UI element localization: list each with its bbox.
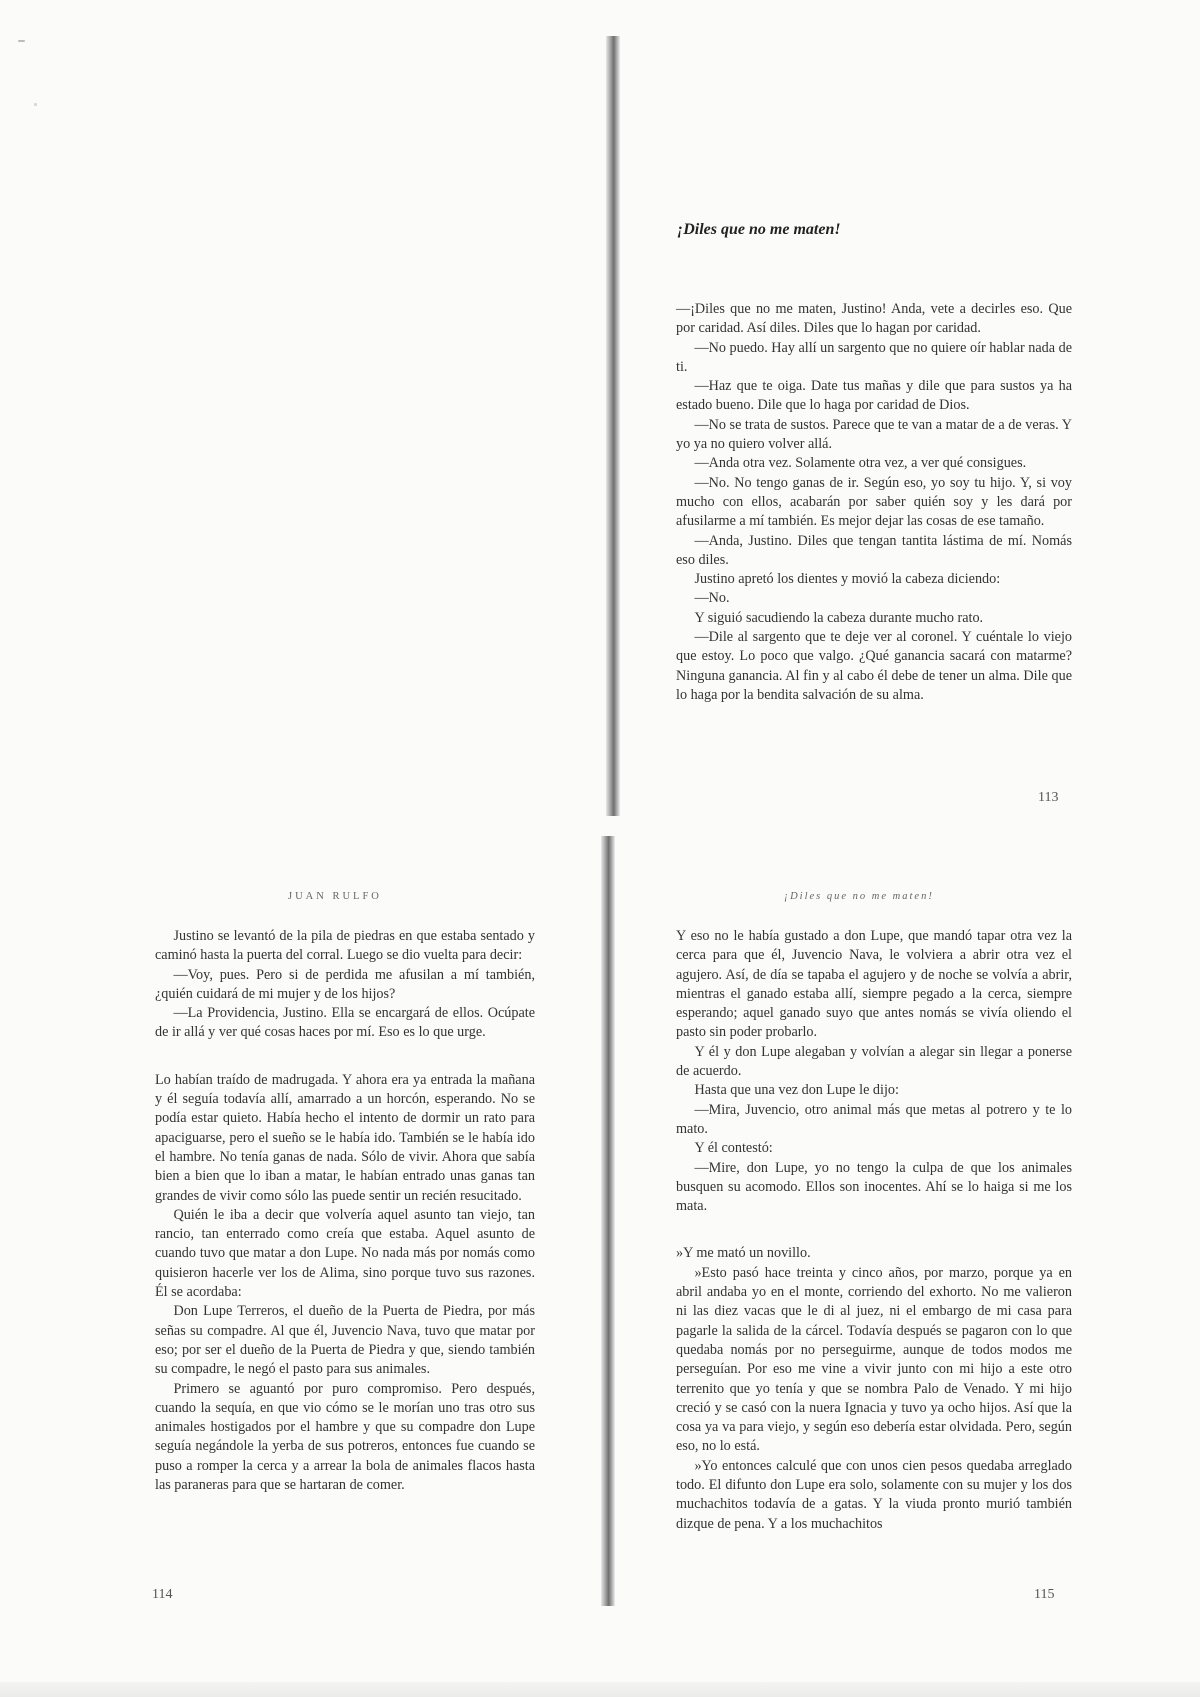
top-right-page-text: [676, 300, 1072, 705]
paragraph: —No. No tengo ganas de ir. Según eso, yo soy tu hijo. Y, si voy mucho con ellos, acabarán por saber quién soy y les dará por afusilarme a mí también. Es mejor dejar las cosas de ese tamaño.: [676, 474, 1072, 530]
scan-speck: [34, 103, 37, 106]
book-gutter-bottom: [601, 836, 615, 1606]
page-number-114: 114: [152, 1587, 173, 1602]
scan-bottom-edge: [0, 1682, 1200, 1697]
paragraph: —¡Diles que no me maten, Justino! Anda, vete a decirles eso. Que por caridad. Así diles. Diles que lo hagan por caridad.: [676, 301, 1072, 337]
paragraph: Lo habían traído de madrugada. Y ahora era ya entrada la mañana y él seguía todavía allí, amarrado a un horcón, esperando. No se podía estar quieto. Había hecho el intento de dormir un rato para apaciguarse, pero el sueño se le había ido. También se le había ido el hambre. No tenía ganas de nada. Sólo de vivir. Ahora que sabía bien a bien que lo iban a matar, le habían entrado unas ganas tan grandes de vivir como sólo las puede sentir un recién resucitado.: [155, 1071, 535, 1204]
paragraph: Justino se levantó de la pila de piedras en que estaba sentado y caminó hasta la puerta del corral. Luego se dio vuelta para decir:: [155, 928, 535, 964]
page-number-113: 113: [1038, 790, 1059, 805]
paragraph: Y él contestó:: [694, 1140, 773, 1157]
book-gutter-top: [606, 36, 620, 816]
paragraph: —No se trata de sustos. Parece que te van a matar de a de veras. Y yo ya no quiero volver allá.: [676, 416, 1072, 453]
paragraph: »Esto pasó hace treinta y cinco años, por marzo, porque ya en abril andaba yo en el monte, corriendo del exhorto. No me valieron ni las diez vacas que le di al juez, ni el embargo de mi casa para pagarle la salida de la cárcel. Todavía después se pagaron con lo que quedaba nomás por no perseguirme, aunque de todos modos me perseguían. Por eso me vine a vivir junto con mi hijo a este otro terrenito que yo tenía y que se nombra Palo de Venado. Y mi hijo creció y se casó con la nuera Ignacia y tuvo ya ocho hijos. Así que la cosa ya va para viejo, y según eso debería estar olvidada. Pero, según eso, no lo está.: [676, 1264, 1072, 1455]
paragraph: Quién le iba a decir que volvería aquel asunto tan viejo, tan rancio, tan enterrado como creía que estaba. Aquel asunto de cuando tuvo que matar a don Lupe. No nada más por nomás como quisieron hacerle ver los de Alima, sino porque tuvo sus razones. Él se acordaba:: [155, 1206, 535, 1301]
paragraph: »Y me mató un novillo.: [676, 1245, 811, 1262]
running-head-author: JUAN RULFO: [288, 891, 382, 902]
paragraph: —Dile al sargento que te deje ver al coronel. Y cuéntale lo viejo que estoy. Lo poco que valgo. ¿Qué ganancia sacará con matarme? Ninguna ganancia. Al fin y al cabo él debe de tener un alma. Dile que lo haga por la bendita salvación de su alma.: [676, 629, 1072, 703]
paragraph: —Voy, pues. Pero si de perdida me afusilan a mí también, ¿quién cuidará de mi mujer y de los hijos?: [155, 966, 535, 1002]
paragraph: —Mira, Juvencio, otro animal más que metas al potrero y te lo mato.: [676, 1101, 1072, 1137]
paragraph: Y él y don Lupe alegaban y volvían a alegar sin llegar a ponerse de acuerdo.: [676, 1043, 1072, 1080]
bottom-right-page-text: [676, 927, 1072, 1534]
paragraph: Justino apretó los dientes y movió la cabeza diciendo:: [694, 571, 1001, 588]
paragraph: —Anda, Justino. Diles que tengan tantita lástima de mí. Nomás eso diles.: [676, 532, 1072, 568]
paragraph: —La Providencia, Justino. Ella se encargará de ellos. Ocúpate de ir allá y ver qué cosas haces por mí. Eso es lo que urge.: [155, 1005, 535, 1041]
paragraph: Hasta que una vez don Lupe le dijo:: [694, 1082, 899, 1099]
paragraph: —Mire, don Lupe, yo no tengo la culpa de que los animales busquen su acomodo. Ellos son inocentes. Ahí se lo haiga si me los mata.: [676, 1159, 1072, 1215]
bottom-left-page-text: [155, 927, 535, 1495]
paragraph: Don Lupe Terreros, el dueño de la Puerta de Piedra, por más señas su compadre. Al que él, Juvencio Nava, tuvo que matar por eso; por ser el dueño de la Puerta de Piedra y que, siendo también su compadre, le negó el pasto para sus animales.: [155, 1303, 535, 1378]
paragraph: Y siguió sacudiendo la cabeza durante mucho rato.: [694, 609, 984, 626]
paragraph: —Anda otra vez. Solamente otra vez, a ver qué consigues.: [694, 455, 1027, 472]
paragraph: —No.: [694, 590, 730, 607]
running-head-title: ¡Diles que no me maten!: [784, 891, 934, 902]
paragraph: Y eso no le había gustado a don Lupe, que mandó tapar otra vez la cerca para que él, Juvencio Nava, le volviera a abrir otra vez el agujero. Así, de día se tapaba el agujero y de noche se volvía a abrir, mientras el ganado estaba allí, siempre pegado a la cerca, siempre esperando; aquel ganado suyo que antes nomás se vivía oliendo el pasto sin poder probarlo.: [676, 928, 1072, 1041]
story-title: ¡Diles que no me maten!: [677, 221, 841, 238]
paragraph: Primero se aguantó por puro compromiso. Pero después, cuando la sequía, en que vio cómo se le morían uno tras otro sus animales hostigados por el hambre y que su compadre don Lupe seguía negándole la yerba de sus potreros, entonces fue cuando se puso a romper la cerca y a arrear la bola de animales flacos hasta las paraneras para que se hartaran de comer.: [155, 1380, 535, 1494]
page-number-115: 115: [1034, 1587, 1055, 1602]
scan-speck: [18, 40, 25, 42]
paragraph: —Haz que te oiga. Date tus mañas y dile que para sustos ya ha estado bueno. Dile que lo haga por caridad de Dios.: [676, 378, 1072, 414]
paragraph: »Yo entonces calculé que con unos cien pesos quedaba arreglado todo. El difunto don Lupe era solo, solamente con su mujer y los dos muchachitos todavía de a gatas. Y la viuda pronto murió también dizque de pena. Y a los muchachitos: [676, 1457, 1072, 1532]
paragraph: —No puedo. Hay allí un sargento que no quiere oír hablar nada de ti.: [676, 339, 1073, 375]
